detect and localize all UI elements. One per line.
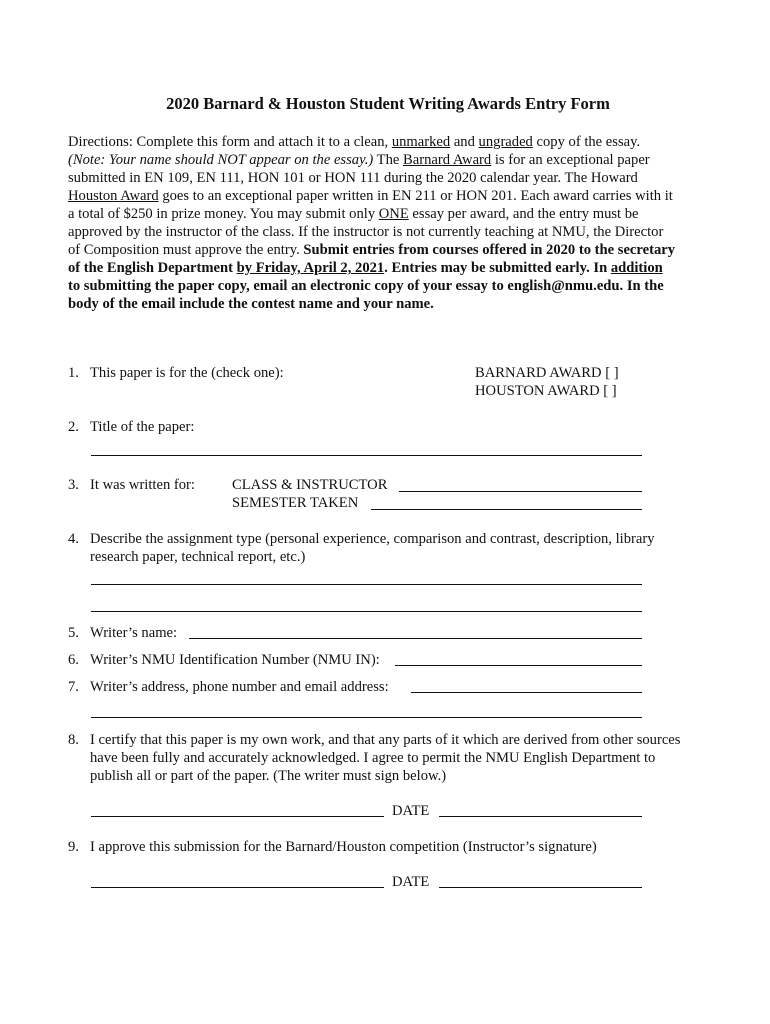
instructor-signature-line[interactable] [91, 887, 384, 888]
text: essay per award, and the entry must be [408, 206, 639, 222]
text: a total of $250 in prize money. You may submit only [68, 206, 379, 222]
note-text: (Note: Your name should NOT appear on the essay.) [68, 152, 374, 168]
question-8-label-line-1: I certify that this paper is my own work, and that any parts of it which are derived from other sources [90, 732, 681, 748]
writer-name-input-line[interactable] [189, 638, 642, 639]
question-8-label-line-3: publish all or part of the paper. (The writer must sign below.) [90, 768, 447, 784]
class-instructor-label: CLASS & INSTRUCTOR [232, 477, 388, 493]
text: and [450, 134, 479, 150]
question-4-label-line-1: Describe the assignment type (personal experience, comparison and contrast, description, library [90, 531, 655, 547]
question-2-label: Title of the paper: [90, 419, 195, 435]
instructor-date-label: DATE [392, 874, 430, 890]
page-title: 2020 Barnard & Houston Student Writing Awards Entry Form [166, 94, 610, 113]
question-9-number: 9. [68, 839, 79, 855]
directions-line-10 [68, 295, 708, 313]
semester-taken-label: SEMESTER TAKEN [232, 495, 359, 511]
text: goes to an exceptional paper written in EN 211 or HON 201. Each award carries with it [158, 188, 673, 204]
directions-line-8 [68, 259, 708, 277]
directions-line-6: approved by the instructor of the class. If the instructor is not currently teaching at NMU, the Director [68, 224, 664, 240]
writer-date-input-line[interactable] [439, 816, 642, 817]
bold-text: body of the email include the contest name and your name. [68, 296, 434, 312]
bold-text: Submit entries from courses offered in 2020 to the secretary [303, 242, 676, 258]
bold-underlined-text: addition [610, 260, 663, 276]
question-3-label: It was written for: [90, 477, 195, 493]
underlined-text: ungraded [478, 134, 533, 150]
question-8-label-line-2: have been fully and accurately acknowledged. I agree to permit the NMU English Department to [90, 750, 656, 766]
question-3-number: 3. [68, 477, 79, 493]
question-7-label: Writer’s address, phone number and email address: [90, 679, 389, 695]
assignment-type-input-line-2[interactable] [91, 611, 642, 612]
directions-line-1 [68, 133, 708, 151]
directions-paragraph [68, 133, 708, 313]
bold-text: . Entries may be submitted early. In [384, 260, 611, 276]
writer-signature-line[interactable] [91, 816, 384, 817]
directions-line-3: submitted in EN 109, EN 111, HON 101 or HON 111 during the 2020 calendar year. The Howard [68, 170, 638, 186]
question-6-number: 6. [68, 652, 79, 668]
question-1-label: This paper is for the (check one): [90, 365, 284, 381]
question-8-number: 8. [68, 732, 79, 748]
text: The [373, 152, 403, 168]
underlined-text: Houston Award [68, 188, 159, 204]
directions-line-4 [68, 187, 708, 205]
paper-title-input-line[interactable] [91, 455, 642, 456]
writer-date-label: DATE [392, 803, 430, 819]
question-9-label: I approve this submission for the Barnard/Houston competition (Instructor’s signature) [90, 839, 597, 855]
class-instructor-input-line[interactable] [399, 491, 642, 492]
barnard-award-checkbox[interactable]: BARNARD AWARD [ ] [475, 365, 619, 381]
question-4-number: 4. [68, 531, 79, 547]
underlined-text: unmarked [391, 134, 451, 150]
question-1-number: 1. [68, 365, 79, 381]
underlined-text: ONE [378, 206, 409, 222]
directions-line-2 [68, 151, 708, 169]
semester-taken-input-line[interactable] [371, 509, 642, 510]
assignment-type-input-line-1[interactable] [91, 584, 642, 585]
instructor-date-input-line[interactable] [439, 887, 642, 888]
question-7-number: 7. [68, 679, 79, 695]
text: of Composition must approve the entry. [68, 242, 304, 258]
address-input-line-1[interactable] [411, 692, 642, 693]
nmu-id-input-line[interactable] [395, 665, 642, 666]
bold-text: to submitting the paper copy, email an electronic copy of your essay to english@nmu.edu. In the [68, 278, 664, 294]
question-2-number: 2. [68, 419, 79, 435]
text: is for an exceptional paper [491, 152, 650, 168]
address-input-line-2[interactable] [91, 717, 642, 718]
directions-line-5 [68, 205, 708, 223]
question-5-label: Writer’s name: [90, 625, 178, 641]
text: copy of the essay. [532, 134, 641, 150]
directions-line-9 [68, 277, 708, 295]
text: Directions: Complete this form and attach it to a clean, [68, 134, 392, 150]
bold-text: of the English Department [68, 260, 237, 276]
question-4-label-line-2: research paper, technical report, etc.) [90, 549, 306, 565]
deadline-text: by Friday, April 2, 2021 [236, 260, 385, 276]
directions-line-7 [68, 241, 708, 259]
question-5-number: 5. [68, 625, 79, 641]
question-6-label: Writer’s NMU Identification Number (NMU IN): [90, 652, 380, 668]
underlined-text: Barnard Award [403, 152, 492, 168]
houston-award-checkbox[interactable]: HOUSTON AWARD [ ] [475, 383, 617, 399]
